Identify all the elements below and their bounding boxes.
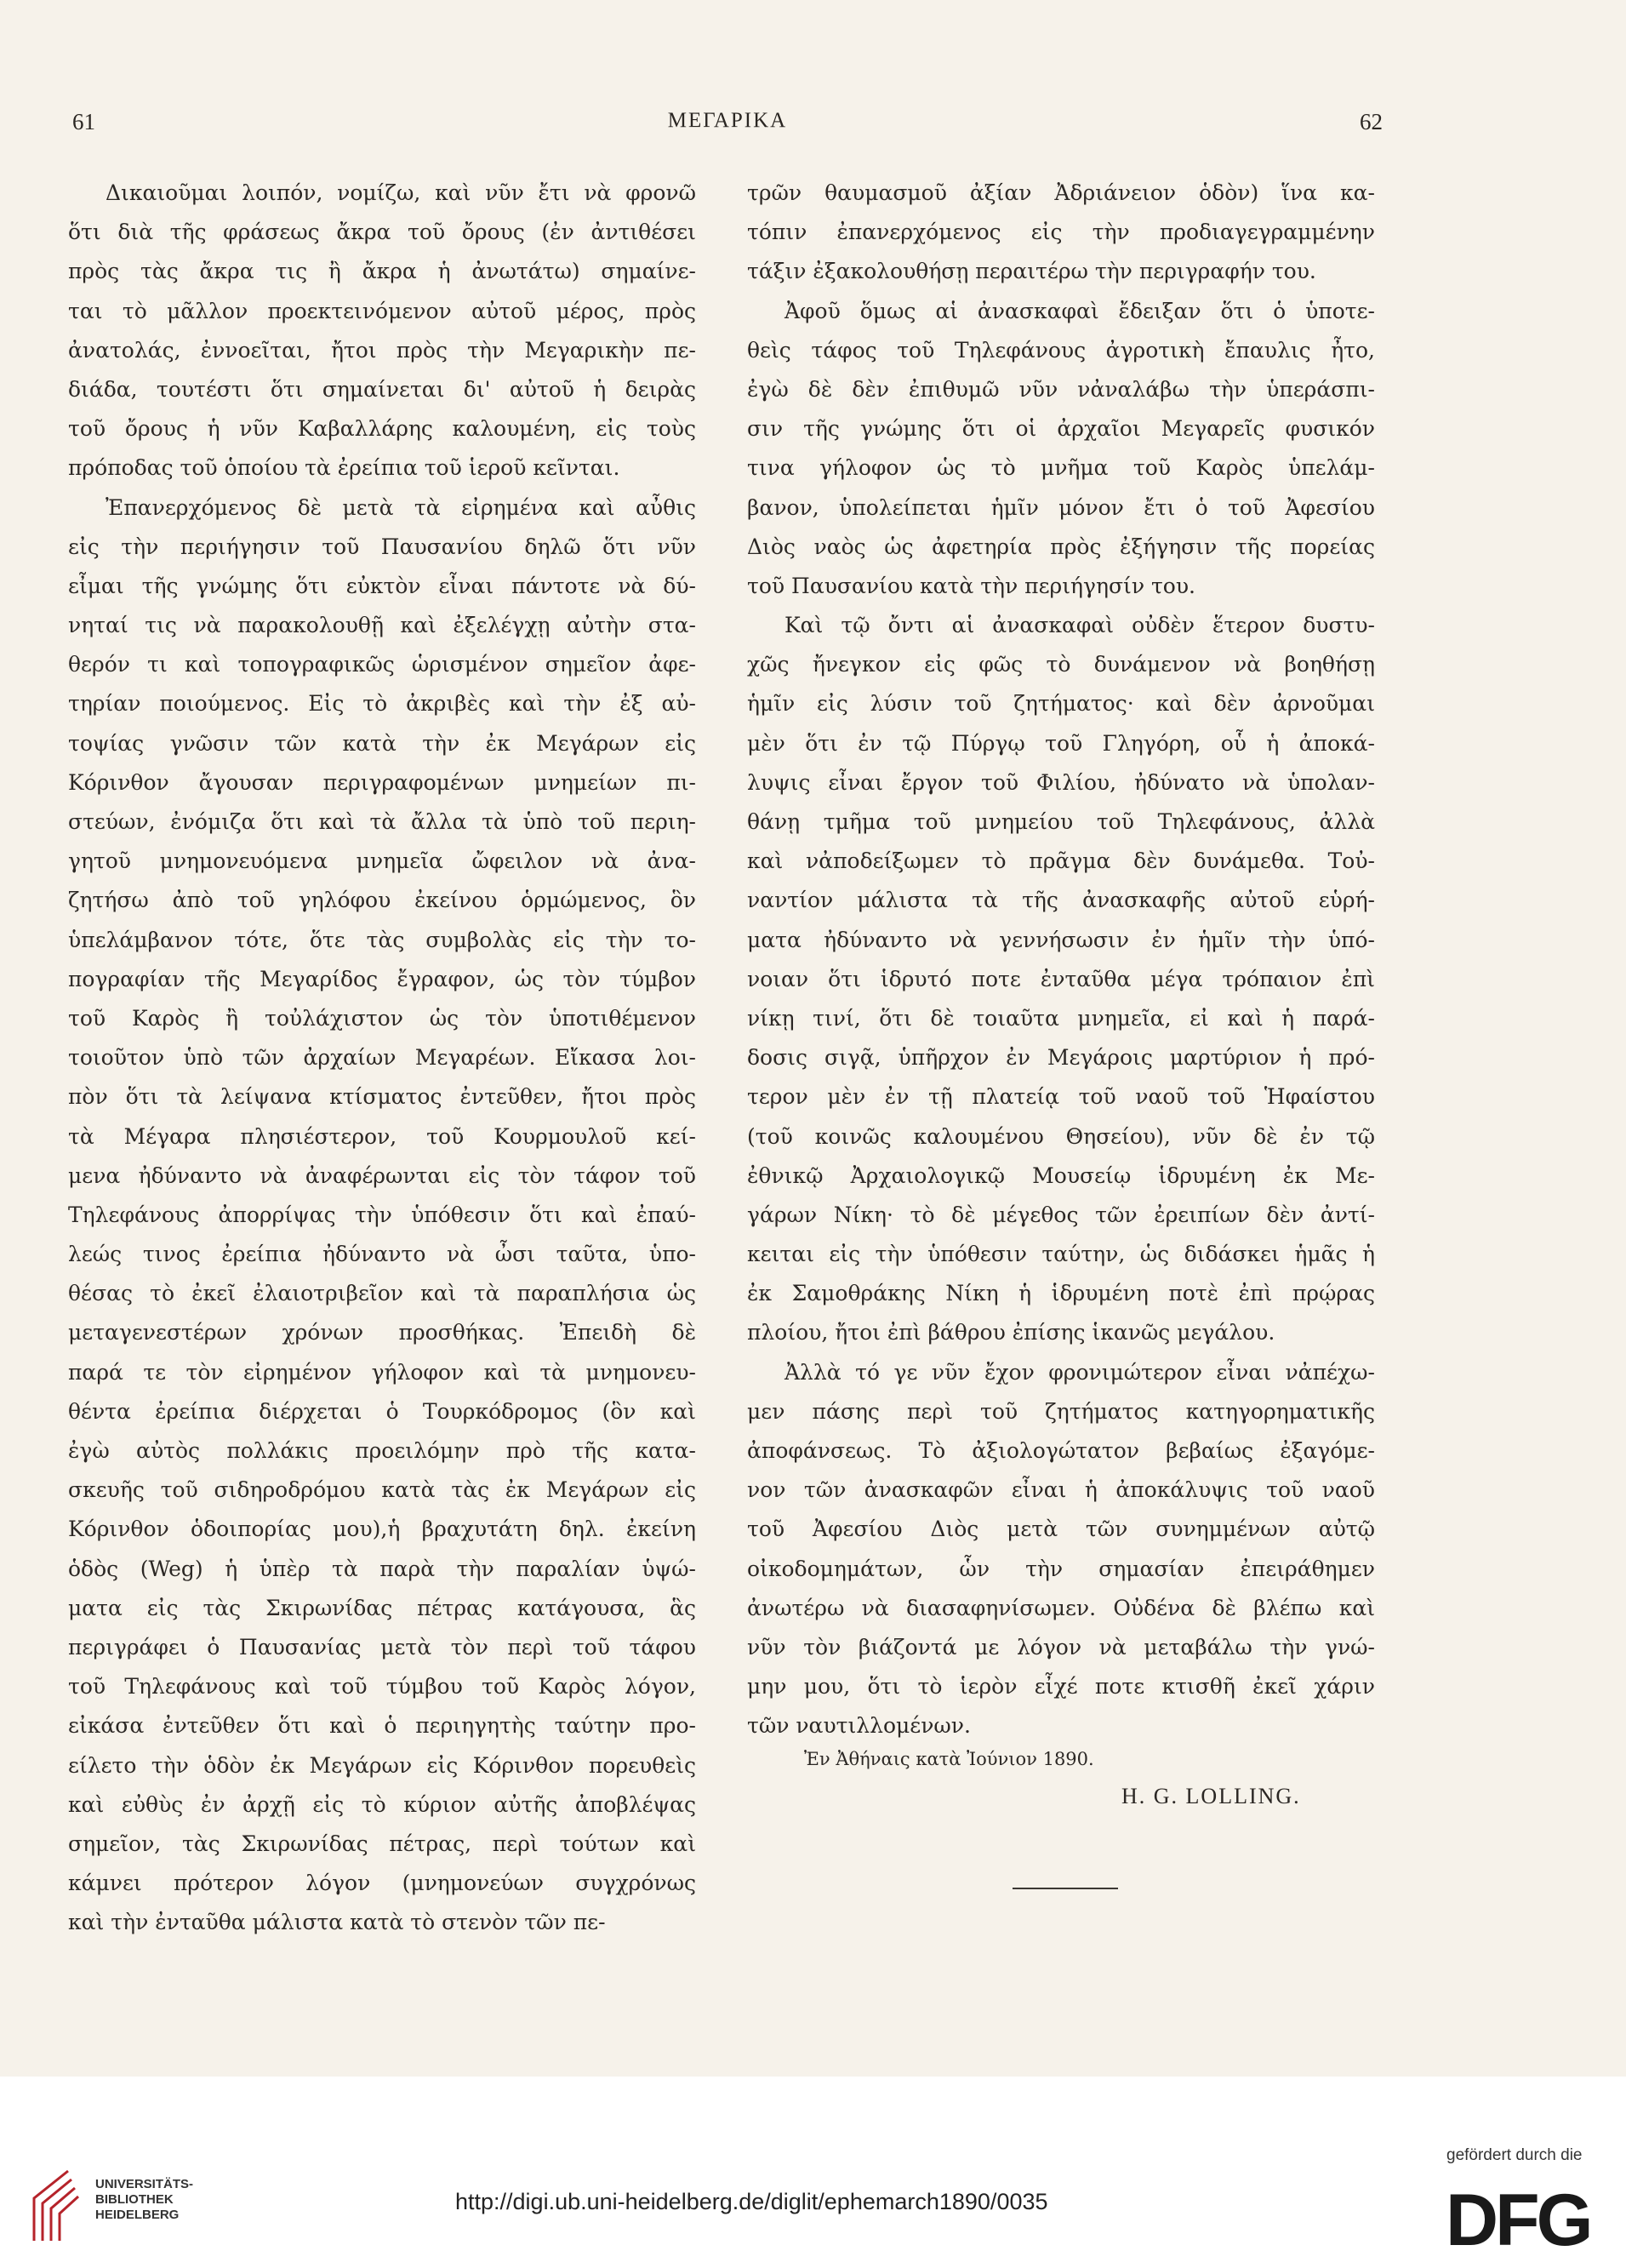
text-line: ἐγὼ αὐτὸς πολλάκις προειλόμην πρὸ τῆς κατα- [68, 1438, 696, 1463]
permalink[interactable]: http://digi.ub.uni-heidelberg.de/diglit/ephemarch1890/0035 [455, 2189, 1048, 2214]
text-line: πλοίου, ἤτοι ἐπὶ βάθρου ἐπίσης ἱκανῶς μεγάλου. [747, 1320, 1275, 1345]
text-line: νίκῃ τινί, ὅτι δὲ τοιαῦτα μνημεῖα, εἰ καὶ ἡ παρά- [747, 1005, 1375, 1031]
text-line: ναντίον μάλιστα τὰ τῆς ἀνασκαφῆς αὐτοῦ εὑρή- [747, 888, 1375, 913]
text-line: καὶ εὐθὺς ἐν ἀρχῇ εἰς τὸ κύριον αὐτῆς ἀποβλέψας [68, 1791, 696, 1817]
text-line: Ἀφοῦ ὅμως αἱ ἀνασκαφαὶ ἔδειξαν ὅτι ὁ ὑποτε- [784, 298, 1375, 323]
text-line: Κόρινθον ὁδοιπορίας μου),ἡ βραχυτάτη δηλ. ἐκείνη [68, 1517, 696, 1542]
text-line: ἐγὼ δὲ δὲν ἐπιθυμῶ νῦν νἀναλάβω τὴν ὑπεράσπι- [747, 376, 1375, 402]
text-line: τοιοῦτον ὑπὸ τῶν ἀρχαίων Μεγαρέων. Εἴκασα λοι- [68, 1045, 696, 1071]
text-line: Διὸς ναὸς ὡς ἀφετηρία πρὸς ἐξήγησιν τῆς πορείας [747, 534, 1375, 559]
text-line: δοσις σιγᾷ, ὑπῆρχον ἐν Μεγάροις μαρτύριον ἡ πρό- [747, 1045, 1375, 1071]
text-line: Καὶ τῷ ὄντι αἱ ἀνασκαφαὶ οὐδὲν ἕτερον δυστυ- [784, 613, 1375, 638]
dfg-logo-text: DFG [1446, 2179, 1590, 2254]
text-line: εἰς τὴν περιήγησιν τοῦ Παυσανίου δηλῶ ὅτι νῦν [68, 534, 696, 559]
author-signature: H. G. LOLLING. [1121, 1784, 1301, 1808]
text-line: ἀνωτέρω νὰ διασαφηνίσωμεν. Οὐδένα δὲ βλέπω καὶ [747, 1595, 1375, 1620]
text-line: διάδα, τουτέστι ὅτι σημαίνεται δι' αὐτοῦ ἡ δειρὰς [68, 376, 696, 402]
text-line: πὸν ὅτι τὰ λείψανα κτίσματος ἐντεῦθεν, ἤτοι πρὸς [68, 1084, 696, 1110]
text-line: εἰκάσα ἐντεῦθεν ὅτι καὶ ὁ περιηγητὴς ταύτην προ- [68, 1713, 696, 1739]
text-line: σιν τῆς γνώμης ὅτι οἱ ἀρχαῖοι Μεγαρεῖς φυσικόν [747, 416, 1375, 442]
text-line: ἀποφάνσεως. Τὸ ἀξιολογώτατον βεβαίως ἐξαγόμε- [747, 1438, 1375, 1463]
text-line: τὰ Μέγαρα πλησιέστερον, τοῦ Κουρμουλοῦ κεί- [68, 1123, 696, 1149]
text-line: ζητήσω ἀπὸ τοῦ γηλόφου ἐκείνου ὁρμώμενος, ὃν [68, 888, 696, 913]
text-line: νῦν τὸν βιάζοντά με λόγον νὰ μεταβάλω τὴν γνώ- [747, 1634, 1375, 1660]
text-line: ἡμῖν εἰς λύσιν τοῦ ζητήματος· καὶ δὲν ἀρνοῦμαι [747, 691, 1375, 717]
text-line: παρά τε τὸν εἰρημένον γήλοφον καὶ τὰ μνημονευ- [68, 1359, 696, 1385]
place-date: Ἐν Ἀθήναις κατὰ Ἰούνιον 1890. [804, 1749, 1094, 1769]
text-line: λεώς τινος ἐρείπια ἠδύναντο νὰ ὦσι ταῦτα, ὑπο- [68, 1242, 696, 1267]
text-line: τοψίας γνῶσιν τῶν κατὰ τὴν ἐκ Μεγάρων εἰς [68, 730, 696, 756]
text-line: καὶ τὴν ἐνταῦθα μάλιστα κατὰ τὸ στενὸν τῶν πε- [68, 1910, 606, 1935]
text-line: καὶ νἀποδείξωμεν τὸ πρᾶγμα δὲν δυνάμεθα. Τοὐ- [747, 848, 1375, 874]
text-line: ὑπελάμβανον τότε, ὅτε τὰς συμβολὰς εἰς τὴν το- [68, 927, 696, 952]
text-line: ματα εἰς τὰς Σκιρωνίδας πέτρας κατάγουσα, ἃς [68, 1595, 696, 1620]
text-line: βανον, ὑπολείπεται ἡμῖν μόνον ἔτι ὁ τοῦ Ἀφεσίου [747, 494, 1375, 520]
text-line: τοῦ Ἀφεσίου Διὸς μετὰ τῶν συνημμένων αὐτῷ [747, 1517, 1375, 1542]
text-line: οἰκοδομημάτων, ὧν τὴν σημασίαν ἐπειράθημεν [747, 1556, 1375, 1581]
text-line: ἐθνικῷ Ἀρχαιολογικῷ Μουσείῳ ἱδρυμένη ἐκ Με- [747, 1163, 1375, 1188]
text-line: τοῦ Καρὸς ἢ τοὐλάχιστον ὡς τὸν ὑποτιθέμενον [68, 1005, 696, 1031]
text-line: τοῦ ὄρους ἡ νῦν Καβαλλάρης καλουμένη, εἰς τοὺς [68, 416, 696, 442]
text-line: θερόν τι καὶ τοπογραφικῶς ὡρισμένον σημεῖον ἀφε- [68, 652, 696, 677]
library-name: UNIVERSITÄTS- BIBLIOTHEK HEIDELBERG [95, 2177, 194, 2222]
closing-rule [1013, 1888, 1118, 1889]
text-line: πρόποδας τοῦ ὁποίου τὰ ἐρείπια τοῦ ἱεροῦ κεῖνται. [68, 455, 620, 481]
sponsor-caption: gefördert durch die [1446, 2146, 1583, 2164]
page-number-left: 61 [72, 109, 95, 134]
text-line: Δικαιοῦμαι λοιπόν, νομίζω, καὶ νῦν ἔτι νὰ φρονῶ [106, 180, 696, 205]
text-line: κειται εἰς τὴν ὑπόθεσιν ταύτην, ὡς διδάσκει ἡμᾶς ἡ [747, 1242, 1375, 1267]
text-line: μην μου, ὅτι τὸ ἱερὸν εἶχέ ποτε κτισθῆ ἐκεῖ χάριν [747, 1674, 1375, 1700]
text-line: θεὶς τάφος τοῦ Τηλεφάνους ἀγροτικὴ ἔπαυλις ἦτο, [747, 337, 1375, 363]
text-line: τοῦ Παυσανίου κατὰ τὴν περιήγησίν του. [747, 573, 1195, 598]
text-line: τινα γήλοφον ὡς τὸ μνῆμα τοῦ Καρὸς ὑπελάμ- [747, 455, 1375, 481]
text-line: τοῦ Τηλεφάνους καὶ τοῦ τύμβου τοῦ Καρὸς λόγον, [68, 1674, 696, 1700]
text-line: λυψις εἶναι ἔργον τοῦ Φιλίου, ἠδύνατο νὰ ὑπολαν- [747, 769, 1375, 795]
text-line: τόπιν ἐπανερχόμενος εἰς τὴν προδιαγεγραμμένην [747, 220, 1375, 245]
text-line: μεταγενεστέρων χρόνων προσθήκας. Ἐπειδὴ δὲ [68, 1320, 696, 1345]
text-line: είλετο τὴν ὁδὸν ἐκ Μεγάρων εἰς Κόρινθον πορευθεὶς [68, 1752, 696, 1778]
text-line: νον τῶν ἀνασκαφῶν εἶναι ἡ ἀποκάλυψις τοῦ ναοῦ [747, 1477, 1375, 1503]
text-line: Ἐπανερχόμενος δὲ μετὰ τὰ εἰρημένα καὶ αὖθις [106, 494, 696, 520]
text-line: θάνῃ τμῆμα τοῦ μνημείου τοῦ Τηλεφάνους, ἀλλὰ [747, 809, 1375, 834]
text-line: ὅτι διὰ τῆς φράσεως ἄκρα τοῦ ὄρους (ἐν ἀντιθέσει [68, 220, 696, 245]
text-line: σκευῆς τοῦ σιδηροδρόμου κατὰ τὰς ἐκ Μεγάρων εἰς [68, 1477, 696, 1503]
text-line: ἐκ Σαμοθράκης Νίκη ἡ ἱδρυμένη ποτὲ ἐπὶ πρῴρας [747, 1281, 1375, 1306]
text-line: Τηλεφάνους ἀπορρίψας τὴν ὑπόθεσιν ὅτι καὶ ἐπαύ- [68, 1202, 696, 1227]
university-library-logo-icon [26, 2164, 90, 2244]
text-line: σημεῖον, τὰς Σκιρωνίδας πέτρας, περὶ τούτων καὶ [68, 1831, 696, 1856]
text-line: τερον μὲν ἐν τῇ πλατείᾳ τοῦ ναοῦ τοῦ Ἡφαίστου [747, 1084, 1375, 1110]
text-line: Κόρινθον ἄγουσαν περιγραφομένων μνημείων πι- [68, 769, 696, 795]
text-line: γάρων Νίκη· τὸ δὲ μέγεθος τῶν ἐρειπίων δὲν ἀντί- [747, 1202, 1375, 1227]
text-line: μενα ἠδύναντο νὰ ἀναφέρωνται εἰς τὸν τάφον τοῦ [68, 1163, 696, 1188]
text-line: τρῶν θαυμασμοῦ ἀξίαν Ἀδριάνειον ὁδὸν) ἵνα κα- [747, 180, 1375, 205]
text-line: μὲν ὅτι ἐν τῷ Πύργῳ τοῦ Γληγόρη, οὗ ἡ ἀποκά- [747, 730, 1375, 756]
text-line: θέσας τὸ ἐκεῖ ἐλαιοτριβεῖον καὶ τὰ παραπλήσια ὡς [68, 1281, 696, 1306]
text-line: χῶς ἤνεγκον εἰς φῶς τὸ δυνάμενον νὰ βοηθήσῃ [747, 652, 1375, 677]
text-line: πρὸς τὰς ἄκρα τις ἢ ἄκρα ἡ ἀνωτάτω) σημαίνε- [68, 259, 696, 284]
text-line: ἀνατολάς, ἐννοεῖται, ἤτοι πρὸς τὴν Μεγαρικὴν πε- [68, 337, 696, 363]
right-column [747, 174, 1375, 1746]
text-line: περιγράφει ὁ Παυσανίας μετὰ τὸν περὶ τοῦ τάφου [68, 1634, 696, 1660]
dfg-logo-icon [1442, 2177, 1604, 2254]
text-line: (τοῦ κοινῶς καλουμένου Θησείου), νῦν δὲ ἐν τῷ [747, 1123, 1375, 1149]
text-line: ται τὸ μᾶλλον προεκτεινόμενον αὐτοῦ μέρος, πρὸς [68, 298, 696, 323]
text-line: πογραφίαν τῆς Μεγαρίδος ἔγραφον, ὡς τὸν τύμβον [68, 966, 696, 991]
text-line: Ἀλλὰ τό γε νῦν ἔχον φρονιμώτερον εἶναι νἀπέχω- [784, 1359, 1375, 1385]
text-line: εἶμαι τῆς γνώμης ὅτι εὐκτὸν εἶναι πάντοτε νὰ δύ- [68, 573, 696, 598]
running-title: ΜΕΓΑΡΙΚΑ [667, 109, 788, 132]
text-line: νηταί τις νὰ παρακολουθῇ καὶ ἐξελέγχῃ αὐτὴν στα- [68, 613, 696, 638]
left-column [68, 174, 696, 1942]
text-line: μεν πάσης περὶ τοῦ ζητήματος κατηγορηματικῆς [747, 1398, 1375, 1424]
text-line: ματα ἠδύναντο νὰ γεννήσωσιν ἐν ἡμῖν τὴν ὑπό- [747, 927, 1375, 952]
text-line: τῶν ναυτιλλομένων. [747, 1713, 971, 1739]
text-line: στεύων, ἐνόμιζα ὅτι καὶ τὰ ἄλλα τὰ ὑπὸ τοῦ περιη- [68, 809, 696, 834]
text-line: κάμνει πρότερον λόγον (μνημονεύων συγχρόνως [68, 1871, 696, 1896]
page-number-right: 62 [1360, 109, 1383, 134]
text-line: τάξιν ἐξακολουθήσῃ περαιτέρω τὴν περιγραφήν του. [747, 259, 1316, 284]
text-line: τηρίαν ποιούμενος. Εἰς τὸ ἀκριβὲς καὶ τὴν ἐξ αὐ- [68, 691, 696, 717]
text-line: νοιαν ὅτι ἱδρυτό ποτε ἐνταῦθα μέγα τρόπαιον ἐπὶ [747, 966, 1375, 991]
text-line: θέντα ἐρείπια διέρχεται ὁ Τουρκόδρομος (ὃν καὶ [68, 1398, 696, 1424]
text-line: ὁδὸς (Weg) ἡ ὑπὲρ τὰ παρὰ τὴν παραλίαν ὑψώ- [68, 1556, 696, 1581]
text-line: γητοῦ μνημονευόμενα μνημεῖα ὤφειλον νὰ ἀνα- [68, 848, 696, 874]
